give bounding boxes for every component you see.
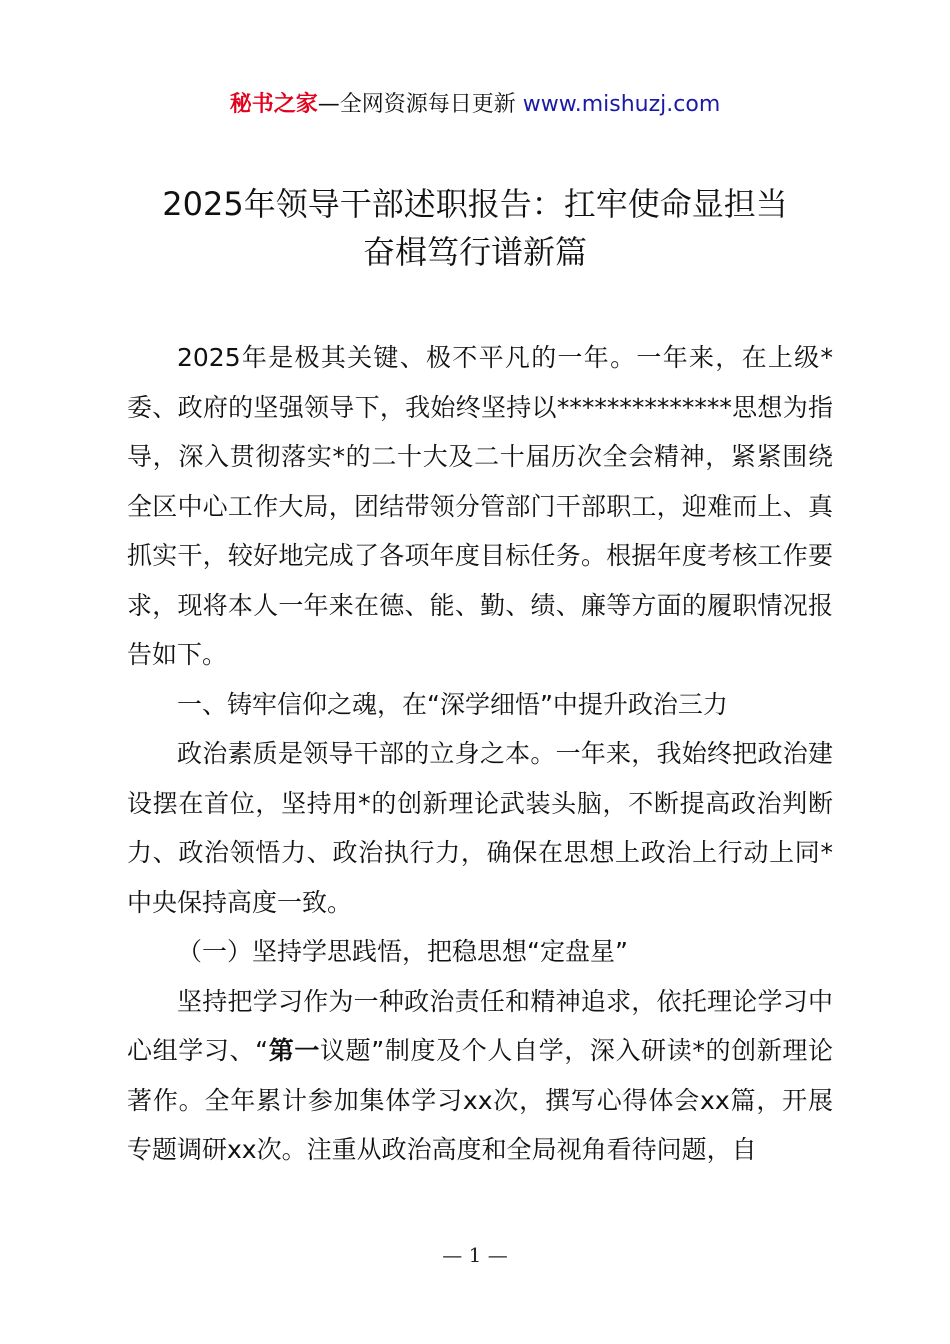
document-title-line-2: 奋楫笃行谱新篇 — [362, 233, 587, 271]
site-slogan: —全网资源每日更新 — [317, 92, 523, 117]
intro-paragraph: 2025年是极其关键、极不平凡的一年。一年来，在上级*委、政府的坚强领导下，我始终坚持以**************思想为指导，深入贯彻落实*的二十大及二十届历次全会精神，紧紧围绕全区中心工作大局，团结带领分管部门干部职工，迎难而上、真抓实干，较好地完成了各项年度目标任务。根据年度考核工作要求，现将本人一年来在德、能、勤、绩、廉等方面的履职情况报告如下。 — [127, 343, 833, 669]
document-title-line-1: 2025年领导干部述职报告：扛牢使命显担当 — [162, 185, 788, 223]
document-body — [127, 333, 833, 1175]
subsection-1-paragraph — [127, 977, 833, 1175]
subsection-1-text-b: 议题”制度及个人自学，深入研读*的创新理论著作。全年累计参加集体学习xx次，撰写心得体会xx篇，开展专题调研xx次。注重从政治高度和全局视角看待问题，自 — [127, 1036, 833, 1164]
site-brand: 秘书之家 — [229, 92, 318, 117]
page-number: — 1 — — [442, 1243, 508, 1267]
document-title — [0, 180, 950, 276]
subsection-1-heading: （一）坚持学思践悟，把稳思想“定盘星” — [177, 937, 628, 966]
subsection-1-bold-text: 第一 — [268, 1036, 320, 1065]
site-header — [0, 88, 950, 122]
subsection-1-text-a: 坚持把学习作为一种政治责任和精神追求，依托理论学习中心组学习、“ — [127, 986, 833, 1065]
site-url[interactable]: www.mishuzj.com — [522, 92, 721, 117]
section-1-paragraph: 政治素质是领导干部的立身之本。一年来，我始终把政治建设摆在首位，坚持用*的创新理论武装头脑，不断提高政治判断力、政治领悟力、政治执行力，确保在思想上政治上行动上同*中央保持高度一致。 — [127, 739, 833, 917]
section-1-heading: 一、铸牢信仰之魂，在“深学细悟”中提升政治三力 — [177, 689, 728, 719]
